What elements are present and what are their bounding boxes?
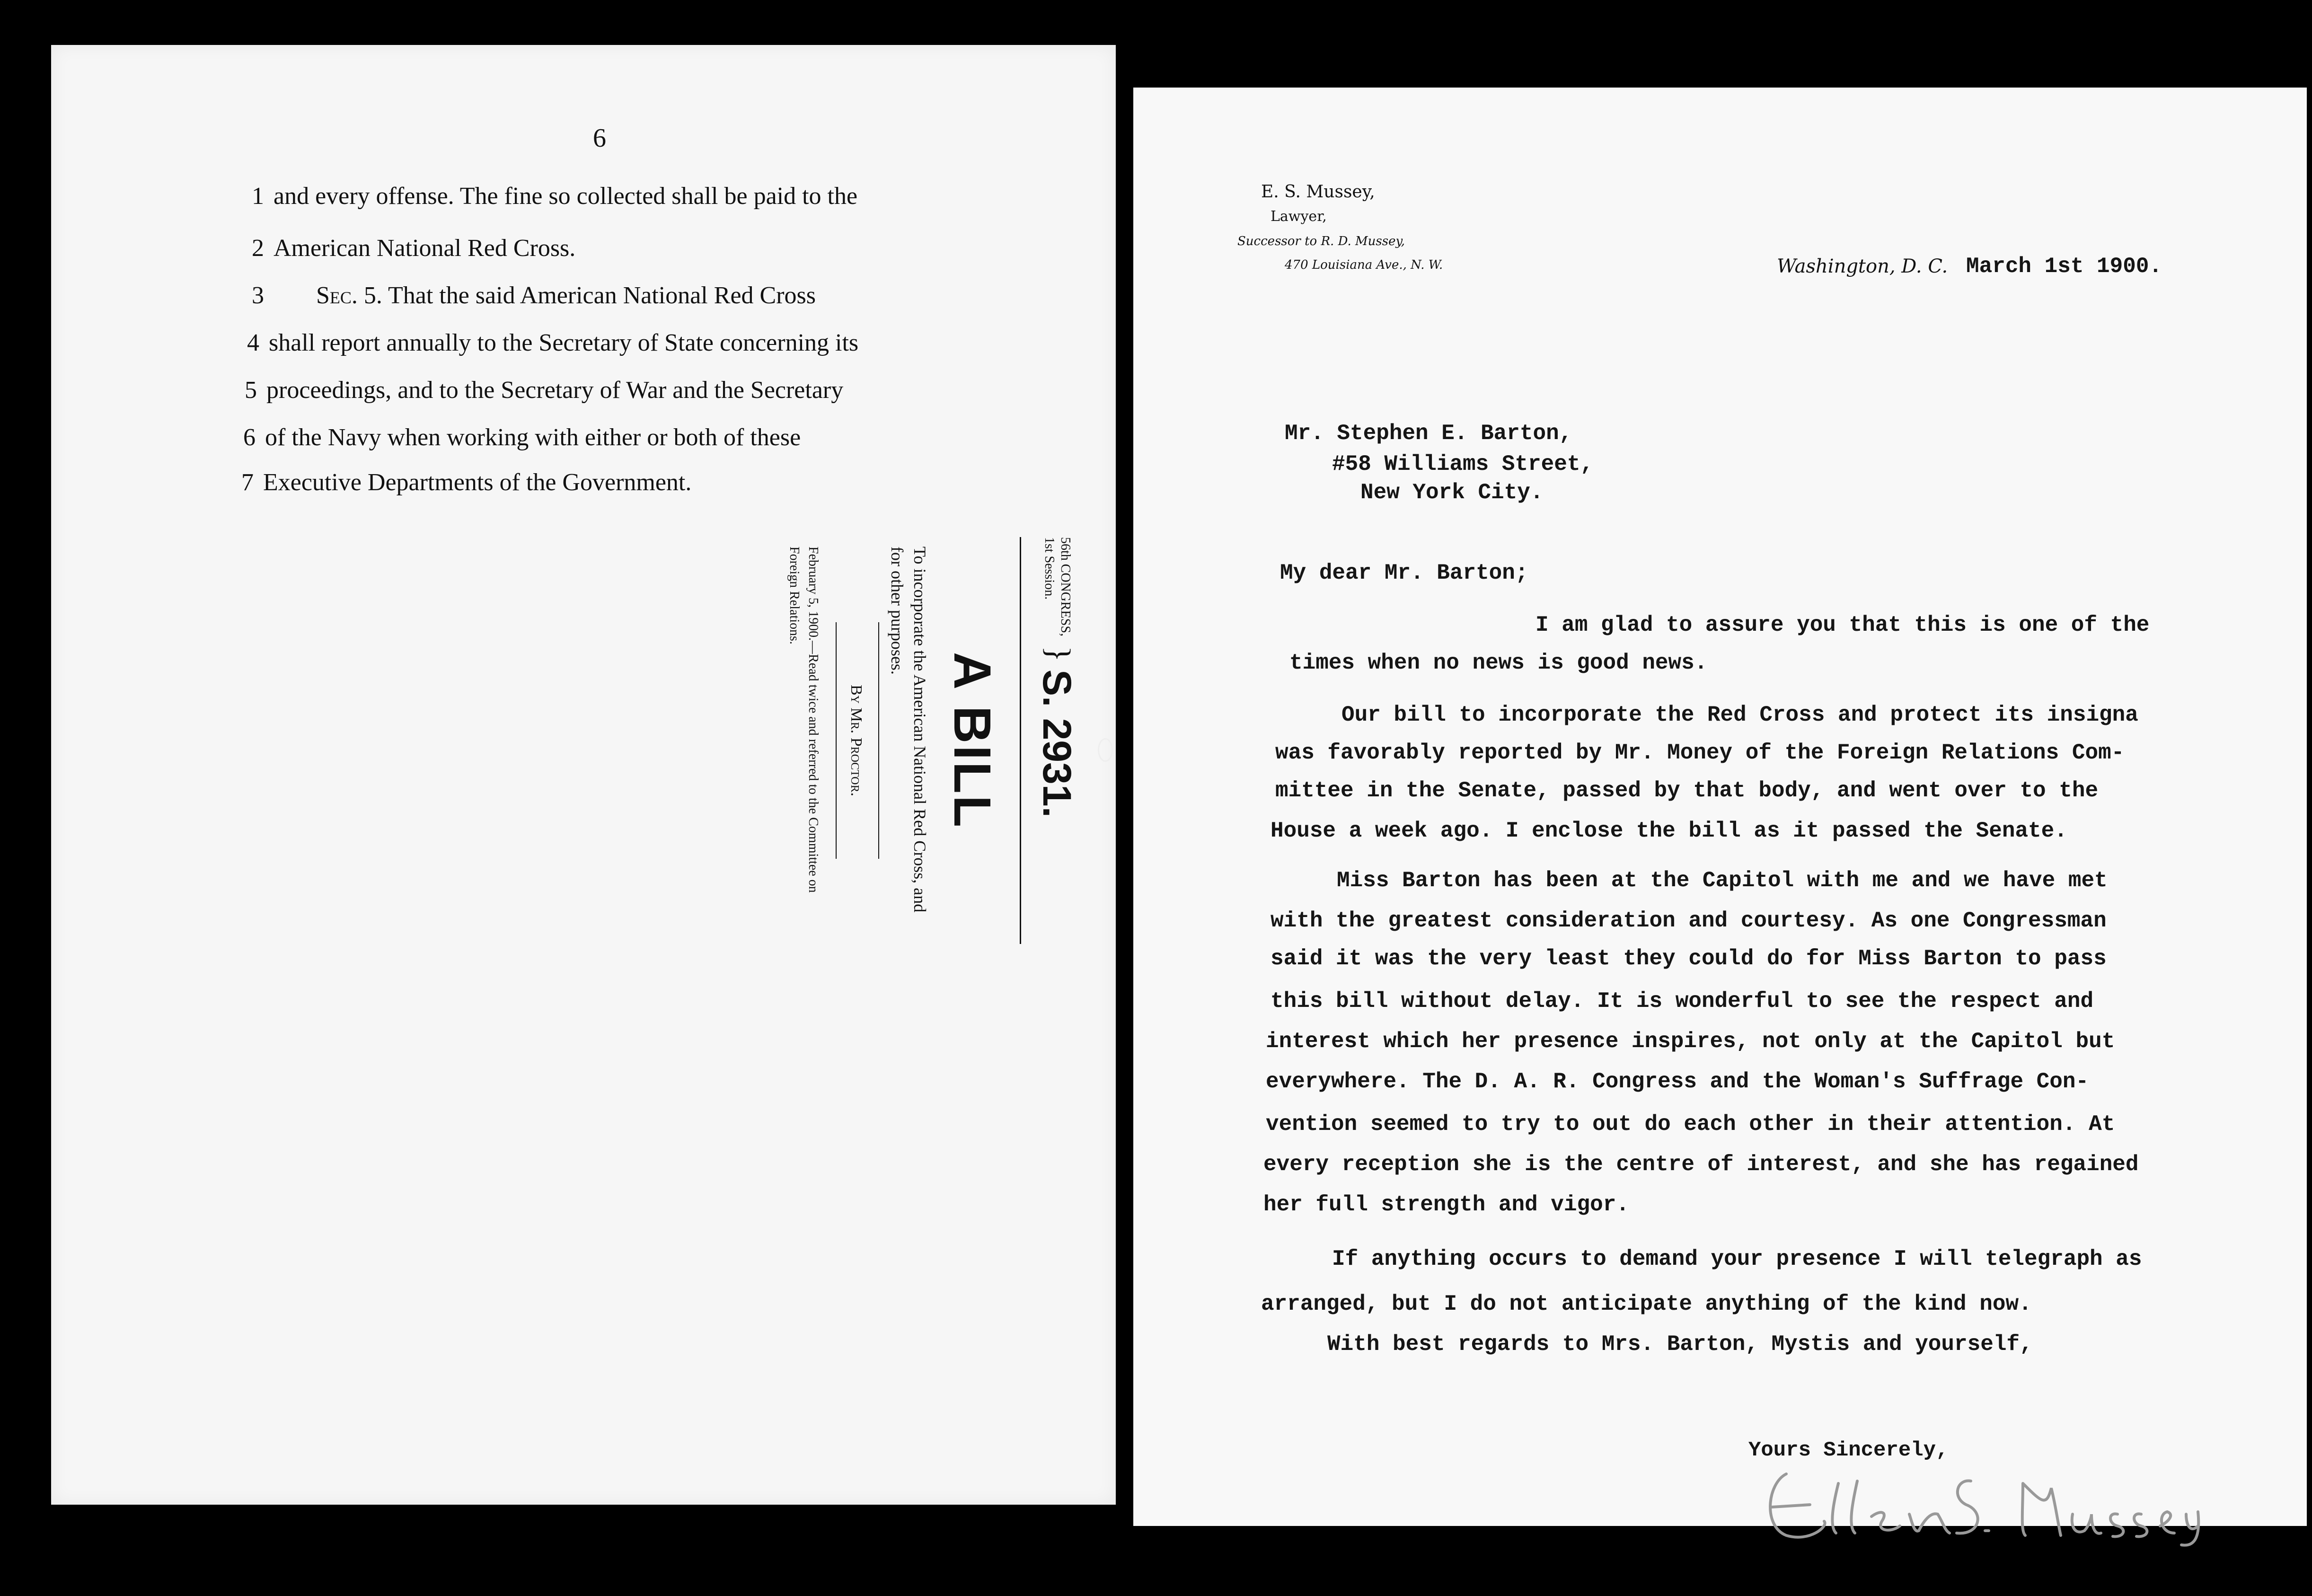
bill-line: 7 Executive Departments of the Government. xyxy=(241,469,692,496)
bill-title: A BILL xyxy=(943,652,1001,829)
body-line: everywhere. The D. A. R. Congress and the Woman's Suffrage Con- xyxy=(1266,1069,2089,1094)
letter-date: March 1st 1900. xyxy=(1966,254,2162,279)
letterhead-title: Lawyer, xyxy=(1271,208,1327,225)
recipient-line: Mr. Stephen E. Barton, xyxy=(1285,421,1572,446)
bill-page xyxy=(51,45,1116,1505)
salutation: My dear Mr. Barton; xyxy=(1280,561,1528,585)
bill-sponsor: By Mr. Proctor. xyxy=(847,684,865,797)
divider xyxy=(878,622,879,859)
bill-line: 1 and every offense. The fine so collected shall be paid to the xyxy=(252,183,858,210)
bill-line: 4 shall report annually to the Secretary of State concerning its xyxy=(247,329,859,356)
bill-line: 3 Sec. 5. That the said American National Red Cross xyxy=(252,282,816,309)
divider xyxy=(836,622,837,859)
body-line: every reception she is the centre of interest, and she has regained xyxy=(1263,1152,2139,1177)
handwritten-signature xyxy=(1758,1455,2212,1550)
body-line: With best regards to Mrs. Barton, Mystis and yourself, xyxy=(1327,1332,2033,1357)
letterhead-address: 470 Louisiana Ave., N. W. xyxy=(1285,258,1443,272)
body-line: this bill without delay. It is wonderful to see the respect and xyxy=(1271,989,2094,1014)
body-line: arranged, but I do not anticipate anything of the kind now. xyxy=(1261,1292,2032,1316)
body-line: with the greatest consideration and courtesy. As one Congressman xyxy=(1271,908,2107,933)
body-line: If anything occurs to demand your presence I will telegraph as xyxy=(1332,1247,2142,1271)
letterhead-successor: Successor to R. D. Mussey, xyxy=(1237,234,1405,248)
brace-glyph: } xyxy=(1040,646,1077,662)
letter-page xyxy=(1133,88,2307,1526)
page-number: 6 xyxy=(593,123,606,153)
recipient-line: #58 Williams Street, xyxy=(1332,452,1594,476)
place-prefix: Washington, D. C. xyxy=(1777,256,1948,277)
congress-label: 56th CONGRESS, 1st Session. xyxy=(1042,537,1073,637)
bill-line: 6 of the Navy when working with either or both of these xyxy=(243,424,801,451)
binding-ring-mark xyxy=(1098,738,1113,762)
recipient-line: New York City. xyxy=(1360,480,1544,505)
body-line: Our bill to incorporate the Red Cross and protect its insigna xyxy=(1341,703,2138,727)
body-line: times when no news is good news. xyxy=(1289,651,1708,675)
body-line: vention seemed to try to out do each other in their attention. At xyxy=(1266,1112,2115,1137)
body-line: was favorably reported by Mr. Money of the Foreign Relations Com- xyxy=(1275,741,2125,765)
bill-referral-note: February 5, 1900.—Read twice and referred to the Committee on Foreign Relations. xyxy=(787,547,821,893)
bill-line: 5 proceedings, and to the Secretary of War and the Secretary xyxy=(245,377,844,404)
divider xyxy=(1020,537,1021,944)
body-line: mittee in the Senate, passed by that body, and went over to the xyxy=(1275,778,2099,803)
body-line: her full strength and vigor. xyxy=(1263,1192,1629,1217)
letterhead-name: E. S. Mussey, xyxy=(1261,182,1375,202)
bill-line: 2 American National Red Cross. xyxy=(252,235,576,262)
body-line: House a week ago. I enclose the bill as it passed the Senate. xyxy=(1271,819,2067,843)
body-line: Miss Barton has been at the Capitol with me and we have met xyxy=(1337,868,2108,893)
closing: Yours Sincerely, xyxy=(1748,1438,1949,1462)
body-line: I am glad to assure you that this is one of the xyxy=(1535,613,2150,637)
body-line: interest which her presence inspires, not only at the Capitol but xyxy=(1266,1029,2115,1054)
bill-number: S. 2931. xyxy=(1035,670,1079,818)
body-line: said it was the very least they could do for Miss Barton to pass xyxy=(1271,946,2107,971)
bill-purpose: To incorporate the American National Red Cross, and for other purposes. xyxy=(888,547,929,913)
